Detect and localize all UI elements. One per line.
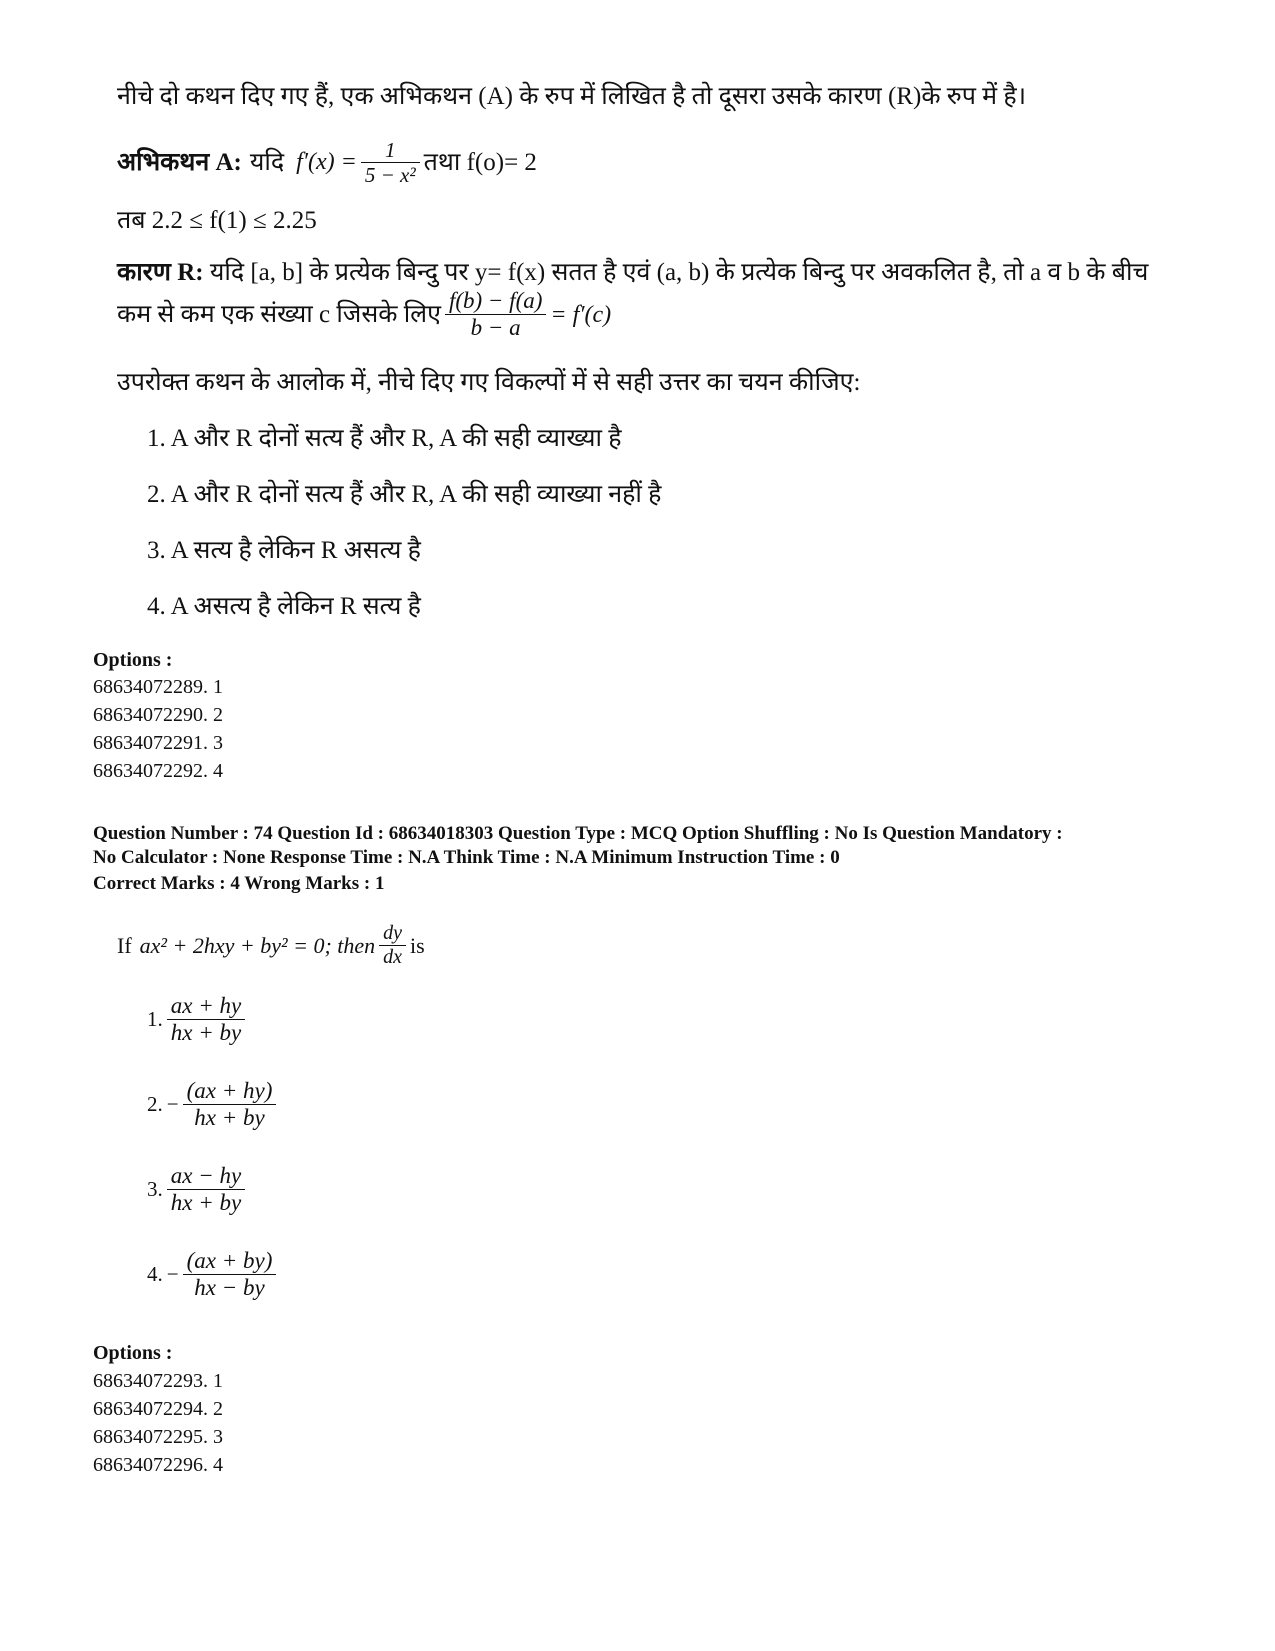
q74-option-2: 68634072294. 2 [93,1398,223,1420]
q74-question [117,922,425,969]
q74-option-3: 68634072295. 3 [93,1426,223,1448]
q73-option-4: 68634072292. 4 [93,760,223,782]
assertion-fraction [361,138,420,187]
q74-choice-number: 2. [147,1092,163,1117]
q74-choice-sign: − [166,1262,179,1287]
q73-option-3: 68634072291. 3 [93,732,223,754]
assertion-then: तब 2.2 ≤ f(1) ≤ 2.25 [117,207,317,234]
q74-option-4: 68634072296. 4 [93,1454,223,1476]
assertion-if: यदि [249,148,285,176]
q74-question-post: is [410,932,425,958]
q74-choice-fraction [183,1248,277,1302]
q74-choice-1 [147,993,249,1047]
q74-choice-fraction [167,993,245,1047]
q74-question-pre: If [117,932,132,958]
assertion-lhs: f′(x) = [296,149,357,176]
q74-choice-fraction [183,1078,277,1132]
reason-text: यदि [a, b] के प्रत्येक बिन्दु पर y= f(x) सतत है एवं (a, b) के प्रत्येक बिन्दु पर अवकलित है, तो a व b के बीच [209,259,1149,286]
q74-meta [93,822,1213,870]
assertion-numerator: 1 [361,138,420,163]
assertion-tail: तथा f(o)= 2 [423,148,537,176]
assertion-denominator: 5 − x² [364,163,416,188]
q74-choice-number: 3. [147,1177,163,1202]
q74-choice-3 [147,1163,249,1217]
q73-reason-line1 [117,258,1148,288]
q74-choice-denominator: hx − by [194,1275,265,1301]
reason-label: कारण R: [117,259,204,286]
reason-numerator: f(b) − f(a) [445,288,546,315]
reason-text-2: कम से कम एक संख्या c जिसके लिए [117,300,441,328]
reason-rhs: = f′(c) [550,301,612,328]
q74-choice-denominator: hx + by [194,1105,265,1131]
q74-choice-fraction [167,1163,245,1217]
q73-choice-1: 1. A और R दोनों सत्य हैं और R, A की सही व्याख्या है [147,425,622,452]
q74-choice-sign: − [166,1092,179,1117]
q74-derivative-den: dx [383,946,403,968]
q73-options-label: Options : [93,649,173,671]
q73-choice-2: 2. A और R दोनों सत्य हैं और R, A की सही व्याख्या नहीं है [147,481,662,508]
q74-choice-4 [147,1248,280,1302]
q74-marks: Correct Marks : 4 Wrong Marks : 1 [93,873,385,894]
q73-instruction: उपरोक्त कथन के आलोक में, नीचे दिए गए विकल्पों में से सही उत्तर का चयन कीजिए: [117,369,861,396]
q74-derivative-num: dy [379,922,406,946]
q73-assertion [117,138,537,187]
q74-choice-numerator: (ax + by) [183,1248,277,1275]
q74-question-eq: ax² + 2hxy + by² = 0; then [139,932,376,958]
q74-option-1: 68634072293. 1 [93,1370,223,1392]
q74-meta-line2: No Calculator : None Response Time : N.A Think Time : N.A Minimum Instruction Time : 0 [93,846,840,868]
q74-choice-denominator: hx + by [170,1020,242,1046]
assertion-label: अभिकथन A: [117,148,242,176]
reason-fraction [445,288,546,342]
q73-option-1: 68634072289. 1 [93,676,223,698]
q73-reason-line2 [117,288,611,342]
q73-option-2: 68634072290. 2 [93,704,223,726]
q74-choice-denominator: hx + by [170,1190,242,1216]
reason-denominator: b − a [470,315,521,341]
q73-choice-3: 3. A सत्य है लेकिन R असत्य है [147,537,421,564]
q74-meta-line1: Question Number : 74 Question Id : 68634018303 Question Type : MCQ Option Shuffling : No Is Question Mandatory : [93,823,1063,844]
q74-choice-2 [147,1078,280,1132]
q74-choice-numerator: ax − hy [167,1163,245,1190]
q74-choice-numerator: (ax + hy) [183,1078,277,1105]
q74-choice-numerator: ax + hy [167,993,245,1020]
q73-intro: नीचे दो कथन दिए गए हैं, एक अभिकथन (A) के रुप में लिखित है तो दूसरा उसके कारण (R)के रुप में है। [117,83,1027,110]
q73-choice-4: 4. A असत्य है लेकिन R सत्य है [147,593,421,620]
q74-choice-number: 1. [147,1007,163,1032]
q74-choice-number: 4. [147,1262,163,1287]
q74-derivative [379,922,406,969]
q74-options-label: Options : [93,1342,173,1364]
